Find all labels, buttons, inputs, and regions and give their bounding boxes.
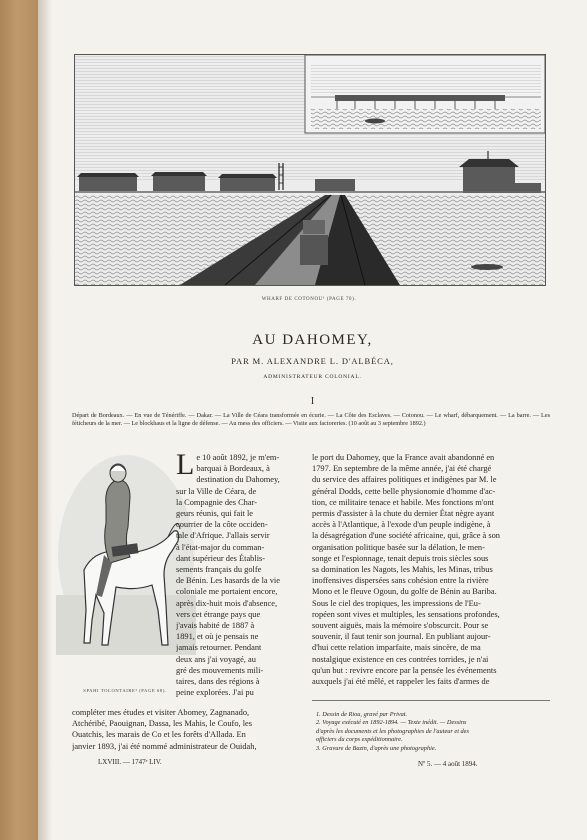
- text-line: jamais retourner. Pendant: [176, 643, 262, 653]
- text-line: qu'un but : revivre encore par la pensée les événements: [312, 665, 497, 675]
- page: [38, 0, 587, 840]
- text-line: 1891, et où je pensais ne: [176, 632, 259, 642]
- text-line: sur la Ville de Céara, de: [176, 486, 257, 496]
- article-byline: PAR M. ALEXANDRE L. D'ALBÉCA,: [231, 356, 394, 366]
- text-line: gré des mouvements mili-: [176, 665, 264, 675]
- left-column-bottom-text: [72, 707, 302, 752]
- book-spine-edge: [0, 0, 38, 840]
- text-line: compléter mes études et visiter Abomey, Zagnanado,: [72, 708, 250, 717]
- footnotes: [316, 711, 554, 753]
- text-line: tion, ce militaire tenace et habile. Mes fonctions m'ont: [312, 497, 494, 507]
- text-line: courrier de la côte occiden-: [176, 520, 268, 530]
- text-line: le port du Dahomey, que la France avait abandonné en: [312, 453, 495, 462]
- left-column-lines: [176, 448, 302, 698]
- section-number: I: [310, 396, 315, 407]
- text-line: coloniale me portaient encore,: [176, 587, 278, 597]
- text-line: Sous le ciel des tropiques, les impressions de l'Eu-: [312, 598, 481, 608]
- text-line: taires, dans des régions à: [176, 677, 260, 687]
- text-line: Ouatchis, les marais de Co et les forêts d'Allada. En: [72, 730, 246, 740]
- text-line: souvenir, il faut tenir son journal. En publiant aujour-: [312, 632, 491, 642]
- text-line: vers cet étrange pays que: [176, 609, 261, 619]
- text-line: Atchéribé, Paouignan, Dassa, les Mahis, le Coufo, les: [72, 719, 253, 729]
- text-line: deux ans j'ai voyagé, au: [176, 654, 256, 664]
- footnote: 2. Voyage exécuté en 1892-1894. — Texte inédit. — Dessins: [316, 719, 467, 727]
- text-line: après dix-huit mois d'absence,: [176, 598, 278, 608]
- footnote: 1. Dessin de Riou, gravé par Privat.: [316, 711, 408, 718]
- text-line: sements français du golfe: [176, 565, 262, 575]
- text-line: Mono et le fleuve Ogoun, du golfe de Bénin au Bariba.: [312, 587, 497, 597]
- text-line: sa domination les Nagots, les Mahis, les Minas, tribus: [312, 565, 493, 575]
- text-line: de Bénin. Les hasards de la vie: [176, 576, 280, 586]
- text-line: la Compagnie des Char-: [176, 497, 258, 507]
- chapter-summary: Départ de Bordeaux. — En vue de Ténériffe. — Dakar. — La Ville de Céara transformée en écurie. — La Côte des Esclaves. — Cotonou. — Le wharf, débarquement. — La barre. — Les féticheurs de la mer. — Le blockhaus et la ligne de défense. — Au mess des officiers. — Visite aux factoreries. (10 août au 3 septembre 1892.): [72, 412, 550, 427]
- footnote: officiers du corps expéditionnaire.: [316, 736, 403, 744]
- text-line: destination du Dahomey,: [196, 475, 280, 485]
- footer-volume: LXVIII. — 1747ᵉ LIV.: [98, 758, 162, 766]
- left-column-text: [176, 448, 302, 706]
- text-line: 1797. En septembre de la même année, j'ai été chargé: [312, 464, 492, 474]
- rider-illustration-caption: SPAHI TOLONTAIRE² (PAGE 68).: [83, 688, 167, 693]
- footer-issue-date: Nº 5. — 4 août 1894.: [418, 760, 478, 768]
- text-line: accès à l'Atlantique, à l'exode d'un peuple indigène, à: [312, 520, 491, 530]
- text-line: inoffensives dispersées sans cohésion entre la rivière: [312, 576, 489, 586]
- text-line: du service des affaires politiques et indigènes par M. le: [312, 475, 497, 485]
- text-line: à l'état-major du comman-: [176, 542, 265, 552]
- footnote: d'après les documents et les photographies de l'auteur et des: [316, 727, 469, 735]
- top-illustration-caption: WHARF DE COTONOU¹ (PAGE 70).: [261, 297, 357, 302]
- text-line: peine explorées. J'ai pu: [176, 688, 254, 698]
- spahi-engraving: [56, 445, 196, 655]
- text-line: barquai à Bordeaux, à: [196, 464, 270, 474]
- right-column-text: [312, 452, 550, 687]
- text-line: la désagrégation d'une société africaine, qui, grâce à son: [312, 531, 500, 541]
- footnote: 3. Gravure de Bazin, d'après une photographie.: [316, 744, 437, 752]
- text-line: auxquels j'ai été mêlé, et rappeler les faits d'armes de: [312, 677, 490, 687]
- text-line: permis d'assister à la chute du dernier État nègre ayant: [312, 509, 495, 519]
- dropcap: L: [176, 448, 195, 481]
- text-line: général Dodds, cette belle physionomie d'homme d'ac-: [312, 486, 496, 496]
- text-line: songe et l'espionnage, tenait depuis trois siècles sous: [312, 553, 489, 563]
- text-line: janvier 1893, j'ai été nommé administrateur de Ouidah,: [72, 741, 257, 751]
- text-line: tale d'Afrique. J'allais servir: [176, 531, 270, 541]
- text-line: dant supérieur des Établis-: [176, 553, 266, 563]
- footnote-rule: [312, 700, 550, 701]
- text-line: j'avais habité de 1887 à: [176, 621, 255, 631]
- text-line: souvent aiguës, mais la mémoire s'obscurcit. Pour se: [312, 621, 489, 631]
- text-line: ropéen sont vives et multiples, les sensations profondes,: [312, 609, 500, 619]
- text-line: nostalgique existence en ces contrées torrides, je n'ai: [312, 654, 489, 664]
- text-line: geurs réunis, qui fait le: [176, 509, 253, 519]
- text-line: d'hui cette relation imparfaite, mais sincère, de ma: [312, 643, 481, 653]
- author-role: ADMINISTRATEUR COLONIAL.: [263, 374, 362, 380]
- text-line: organisation politique basée sur la délation, le men-: [312, 542, 485, 552]
- article-title: AU DAHOMEY,: [252, 332, 373, 348]
- text-line: e 10 août 1892, je m'em-: [196, 453, 280, 462]
- wharf-engraving: [74, 54, 546, 286]
